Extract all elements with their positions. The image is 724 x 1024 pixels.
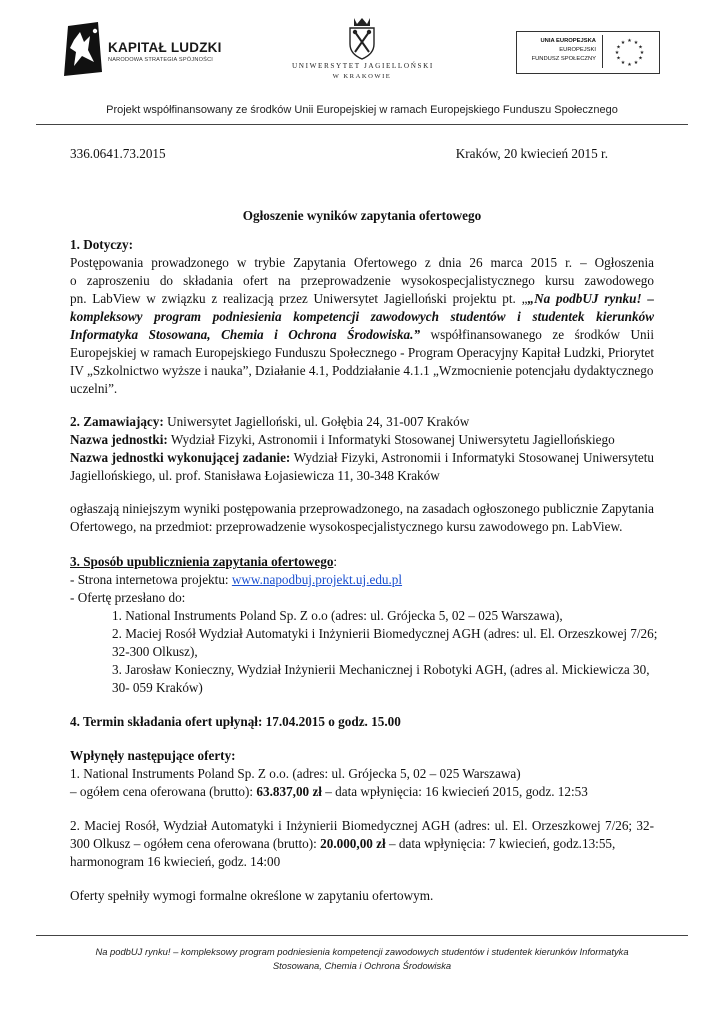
project-cofinancing-line: Projekt współfinansowany ze środków Unii Europejskiej w ramach Europejskiego Funduszu Społecznego <box>106 104 618 116</box>
recipient-item: 1. National Instruments Poland Sp. Z o.o (adres: ul. Grójecka 5, 02 – 025 Warszawa), <box>112 608 563 623</box>
svg-text:★: ★ <box>638 55 643 62</box>
offer-1-date: – data wpłynięcia: 16 kwiecień 2015, godz. 12:53 <box>321 784 588 799</box>
section-2-executing-unit <box>70 449 654 467</box>
offer-2-price: 20.000,00 zł <box>320 836 386 851</box>
announcement-line-1: ogłaszają niniejszym wyniki postępowania przeprowadzonego, na zasadach ogłoszonego publicznie Zapytania <box>70 501 654 516</box>
uj-name: UNIWERSYTET JAGIELLOŃSKI <box>292 62 434 70</box>
svg-text:★: ★ <box>620 60 626 66</box>
footer-line-2: Stosowana, Chemia i Ochrona Środowiska <box>272 960 452 971</box>
section-3-heading <box>70 553 337 571</box>
unit-value: Wydział Fizyki, Astronomii i Informatyki Stosowanej Uniwersytetu Jagiellońskiego <box>167 432 615 447</box>
section-1-line-1: Postępowania prowadzonego w trybie Zapytania Ofertowego z dnia 26 marca 2015 r. – Ogłoszenia <box>70 255 654 270</box>
kapital-ludzki-emblem-icon <box>62 22 104 76</box>
svg-text:★: ★ <box>638 44 643 51</box>
uj-city: W KRAKOWIE <box>332 73 392 80</box>
offer-1-price: 63.837,00 zł <box>256 784 322 799</box>
section-1-heading: 1. Dotyczy: <box>70 237 133 252</box>
ordering-party-value: Uniwersytet Jagielloński, ul. Gołębia 24, 31-007 Kraków <box>163 414 470 429</box>
section-1-line-5 <box>70 326 654 344</box>
kapital-ludzki-title: KAPITAŁ LUDZKI <box>108 40 222 55</box>
footer-line-1: Na podbUJ rynku! – kompleksowy program podniesienia kompetencji zawodowych studentów i studentek kierunków Informatyka <box>95 946 629 957</box>
offer-2-line-2 <box>70 835 615 853</box>
svg-text:★: ★ <box>616 55 621 62</box>
document-date: Kraków, 20 kwiecień 2015 r. <box>455 146 608 161</box>
ordering-party-label: 2. Zamawiający: <box>70 414 164 429</box>
eu-line-3: FUNDUSZ SPOŁECZNY <box>531 56 596 62</box>
footer-divider <box>36 935 688 936</box>
header-divider <box>36 124 688 125</box>
eu-flag-icon <box>602 35 656 68</box>
eu-logo-text <box>532 37 596 64</box>
project-name-start: „Na podbUJ rynku! – <box>527 291 654 306</box>
svg-text:★: ★ <box>616 44 621 51</box>
unit-label: Nazwa jednostki: <box>70 432 168 447</box>
closing-statement: Oferty spełniły wymogi formalne określone w zapytaniu ofertowym. <box>70 888 434 903</box>
section-1-line-8: uczelni”. <box>70 381 118 396</box>
uj-logo <box>292 16 432 82</box>
uj-crest-icon <box>344 16 380 60</box>
document-title: Ogłoszenie wyników zapytania ofertowego <box>242 208 482 223</box>
svg-text:★: ★ <box>633 40 639 46</box>
kapital-ludzki-subtitle: NARODOWA STRATEGIA SPÓJNOŚCI <box>108 57 214 63</box>
section-3-heading-text: 3. Sposób upublicznienia zapytania ofertowego <box>70 554 334 569</box>
section-1-line-3 <box>70 290 654 308</box>
recipient-item: 2. Maciej Rosół Wydział Automatyki i Inżynierii Biomedycznej AGH (adres: ul. El. Orzeszkowej 7/26; <box>112 626 658 641</box>
eu-line-2: EUROPEJSKI <box>559 47 596 53</box>
project-website-link[interactable]: www.napodbuj.projekt.uj.edu.pl <box>231 572 403 587</box>
announcement-line-2: Ofertowego, na przedmiot: przeprowadzenie wysokospecjalistycznego kursu zawodowego pn. LabView. <box>70 519 623 534</box>
executing-unit-label: Nazwa jednostki wykonującej zadanie: <box>70 450 291 465</box>
kapital-ludzki-logo <box>62 22 232 78</box>
eu-line-1: UNIA EUROPEJSKA <box>540 38 596 44</box>
offer-1-line-2 <box>70 783 588 801</box>
offer-2-price-label: 300 Olkusz – ogółem cena oferowana (brutto): <box>70 836 321 851</box>
section-4-deadline: 4. Termin składania ofert upłynął: 17.04.2015 o godz. 15.00 <box>70 714 401 729</box>
document-reference: 336.0641.73.2015 <box>70 146 166 161</box>
section-1-line-2: o zaproszeniu do składania ofert na przeprowadzenie wysokospecjalistycznego kursu zawodowego <box>70 273 654 288</box>
recipient-item: 3. Jarosław Konieczny, Wydział Inżynierii Mechanicznej i Robotyki AGH, (adres al. Mickiewicza 30, <box>112 662 650 677</box>
offer-2-line-1: 2. Maciej Rosół, Wydział Automatyki i Inżynierii Biomedycznej AGH (adres: ul. El. Orzeszkowej 7/26; 32- <box>70 818 654 833</box>
svg-text:★: ★ <box>620 40 626 46</box>
section-1-line-6: Europejskiej w ramach Europejskiego Funduszu Społecznego - Program Operacyjny Kapitał Ludzki, Priorytet <box>70 345 654 360</box>
executing-unit-value: Wydział Fizyki, Astronomii i Informatyki Stosowanej Uniwersytetu <box>290 450 654 465</box>
svg-text:★: ★ <box>614 50 620 56</box>
offers-heading: Wpłynęły następujące oferty: <box>70 748 236 763</box>
offer-sent-to-label: - Ofertę przesłano do: <box>70 590 186 605</box>
section-2-executing-unit-address: Jagiellońskiego, ul. prof. Stanisława Łojasiewicza 11, 30-348 Kraków <box>70 468 440 483</box>
recipient-item-continued: 30- 059 Kraków) <box>112 680 203 695</box>
eu-logo <box>516 31 660 74</box>
offer-2-date: – data wpłynięcia: 7 kwiecień, godz.13:55, <box>385 836 616 851</box>
svg-text:★: ★ <box>627 62 632 68</box>
project-website-label: - Strona internetowa projektu: <box>70 572 232 587</box>
svg-text:★: ★ <box>639 50 645 56</box>
offer-1-line-1: 1. National Instruments Poland Sp. Z o.o. (adres: ul. Grójecka 5, 02 – 025 Warszawa) <box>70 766 521 781</box>
svg-text:★: ★ <box>633 60 639 66</box>
section-1-line-3a: pn. LabView w związku z realizacją przez Uniwersytet Jagielloński projektu pt. „ <box>70 291 528 306</box>
section-1-line-5b: współfinansowanego ze środków Unii <box>420 327 654 342</box>
svg-text:★: ★ <box>627 38 632 44</box>
section-1-line-4: kompleksowy program podniesienia kompetencji zawodowych studentów i studentek kierunków <box>70 309 654 324</box>
section-3-heading-colon: : <box>333 554 338 569</box>
offer-1-price-label: – ogółem cena oferowana (brutto): <box>70 784 257 799</box>
section-2-unit <box>70 431 615 449</box>
project-name-end: Informatyka Stosowana, Chemia i Ochrona Środowiska.” <box>70 327 421 342</box>
offer-2-line-3: harmonogram 16 kwiecień, godz. 14:00 <box>70 854 281 869</box>
project-website-line <box>70 571 402 589</box>
section-1-line-7: IV „Szkolnictwo wyższe i nauka”, Działanie 4.1, Poddziałanie 4.1.1 „Wzmocnienie potencjału dydaktycznego <box>70 363 654 378</box>
recipient-item-continued: 32-300 Olkusz), <box>112 644 198 659</box>
section-2-ordering-party <box>70 413 469 431</box>
